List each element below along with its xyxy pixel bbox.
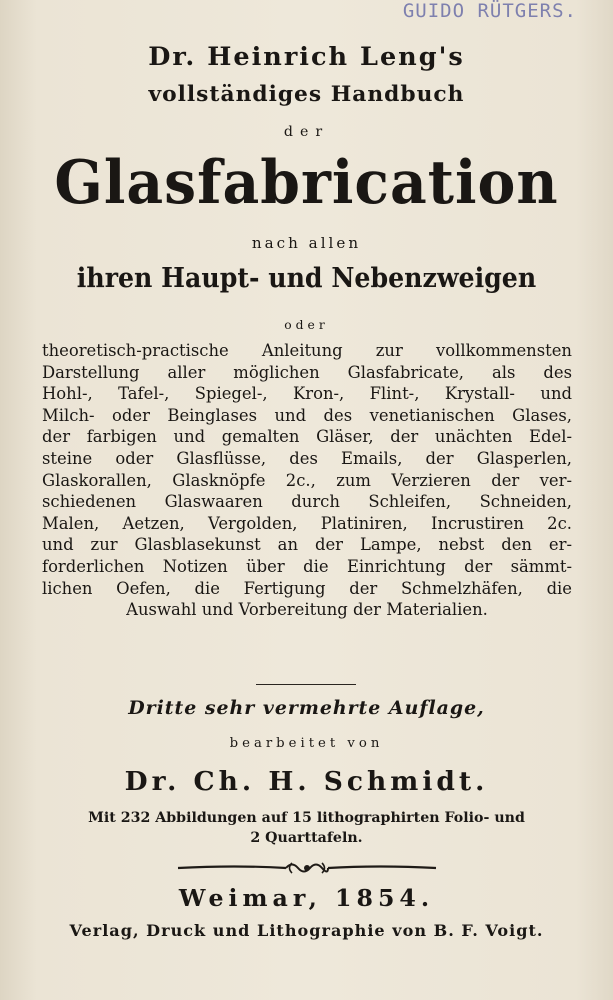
description-line: der farbigen und gemalten Gläser, der unächten Edel- xyxy=(42,427,572,447)
description-paragraph xyxy=(42,340,572,621)
description-line: schiedenen Glaswaaren durch Schleifen, Schneiden, xyxy=(42,492,572,512)
description-line: Milch- oder Beinglases und des venetianischen Glases, xyxy=(42,405,572,425)
illustrations-line-1: Mit 232 Abbildungen auf 15 lithographirten Folio- und xyxy=(88,810,525,826)
main-title: Glasfabrication xyxy=(54,148,559,218)
publisher-line: Verlag, Druck und Lithographie von B. F. Voigt. xyxy=(69,921,544,940)
subtitle-branches: ihren Haupt- und Nebenzweigen xyxy=(76,262,537,294)
ownership-stamp: GUIDO RÜTGERS. xyxy=(402,0,577,22)
edited-by-line: bearbeitet von xyxy=(229,736,384,751)
subtitle-handbook: vollständiges Handbuch xyxy=(148,82,465,107)
description-line: theoretisch-practische Anleitung zur vollkommensten xyxy=(42,341,572,360)
description-line: Darstellung aller möglichen Glasfabricate, als des xyxy=(42,362,572,382)
description-line-last: Auswahl und Vorbereitung der Materialien. xyxy=(126,600,488,620)
description-line: Hohl-, Tafel-, Spiegel-, Kron-, Flint-, Krystall- und xyxy=(42,384,572,404)
nach-allen-line: nach allen xyxy=(251,234,362,252)
ornament-divider-icon xyxy=(176,859,438,877)
author-line: Dr. Heinrich Leng's xyxy=(148,42,465,72)
description-line: Glaskorallen, Glasknöpfe 2c., zum Verzieren der ver- xyxy=(42,470,572,490)
description-line: forderlichen Notizen über die Einrichtung der sämmt- xyxy=(42,556,572,576)
place-year: Weimar, 1854. xyxy=(178,884,435,912)
description-line: lichen Oefen, die Fertigung der Schmelzhäfen, die xyxy=(42,578,572,598)
edition-line: Dritte sehr vermehrte Auflage, xyxy=(128,697,485,719)
editor-name: Dr. Ch. H. Schmidt. xyxy=(124,766,489,797)
description-line: Malen, Aetzen, Vergolden, Platiniren, Incrustiren 2c. xyxy=(42,513,572,533)
description-line: und zur Glasblasekunst an der Lampe, nebst den er- xyxy=(42,535,572,555)
article-der: der xyxy=(283,124,330,140)
oder-line: oder xyxy=(284,318,329,332)
description-line: steine oder Glasflüsse, des Emails, der Glasperlen, xyxy=(42,448,572,468)
illustrations-line-2: 2 Quarttafeln. xyxy=(250,830,363,846)
divider-rule xyxy=(256,684,356,685)
